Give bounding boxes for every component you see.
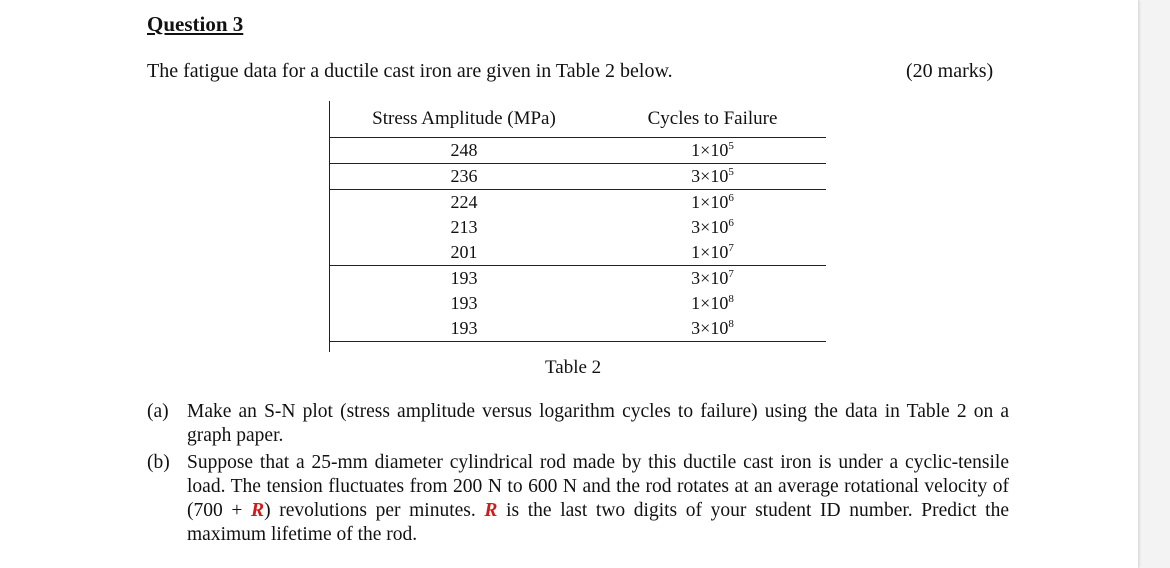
table-row <box>329 240 826 266</box>
question-intro: The fatigue data for a ductile cast iron are given in Table 2 below. <box>147 60 673 82</box>
stress-cell: 193 <box>329 316 599 342</box>
question-title: Question 3 <box>147 12 244 36</box>
stress-cell: 224 <box>450 192 478 212</box>
part-b <box>147 451 1009 547</box>
stress-cell: 213 <box>450 217 478 237</box>
stress-cell: 201 <box>329 240 599 266</box>
part-b-label: (b) <box>147 452 170 473</box>
cycles-cell: $1\times 10^6$ <box>691 192 734 212</box>
table-row <box>329 164 826 190</box>
part-a-label: (a) <box>147 401 169 422</box>
stress-cell: 193 <box>450 293 478 313</box>
table-row <box>329 266 826 292</box>
marks-label: (20 marks) <box>906 60 994 82</box>
table-row <box>329 215 826 240</box>
header-cycles-to-failure: Cycles to Failure <box>599 101 826 138</box>
stress-cell: 248 <box>329 138 599 164</box>
cycles-cell: $3\times 10^8$ <box>599 316 826 342</box>
table-row <box>329 138 826 164</box>
cycles-cell: $3\times 10^7$ <box>691 268 734 288</box>
stress-cell: 236 <box>329 164 599 190</box>
header-stress-amplitude: Stress Amplitude (MPa) <box>329 101 599 138</box>
cycles-cell: $1\times 10^5$ <box>599 138 826 164</box>
table-row <box>329 316 826 342</box>
stress-cell: 193 <box>450 268 478 288</box>
cycles-cell: $1\times 10^7$ <box>599 240 826 266</box>
part-a-text: Make an S-N plot (stress amplitude versus logarithm cycles to failure) using the data in Table 2 on a graph paper. <box>187 401 1009 446</box>
part-a <box>147 400 1009 448</box>
part-b-text: Suppose that a 25-mm diameter cylindrical rod made by this ductile cast iron is under a cyclic-tensile load. The tension fluctuates from 200 N to 600 N and the rod rotates at an average rotational velocity of (700 + R) revolutions per minutes. R is the last two digits of your student ID number. Predict the maximum lifetime of the rod. <box>187 452 1009 545</box>
cycles-cell: $1\times 10^8$ <box>691 293 734 313</box>
table-row <box>329 291 826 316</box>
question-parts <box>147 400 1009 550</box>
table-caption: Table 2 <box>545 357 602 378</box>
cycles-cell: $3\times 10^6$ <box>691 217 734 237</box>
cycles-cell: $3\times 10^5$ <box>599 164 826 190</box>
variable-r: R <box>484 500 498 521</box>
table-row <box>329 190 826 216</box>
variable-r: R <box>251 500 265 521</box>
fatigue-data-table <box>329 101 826 342</box>
